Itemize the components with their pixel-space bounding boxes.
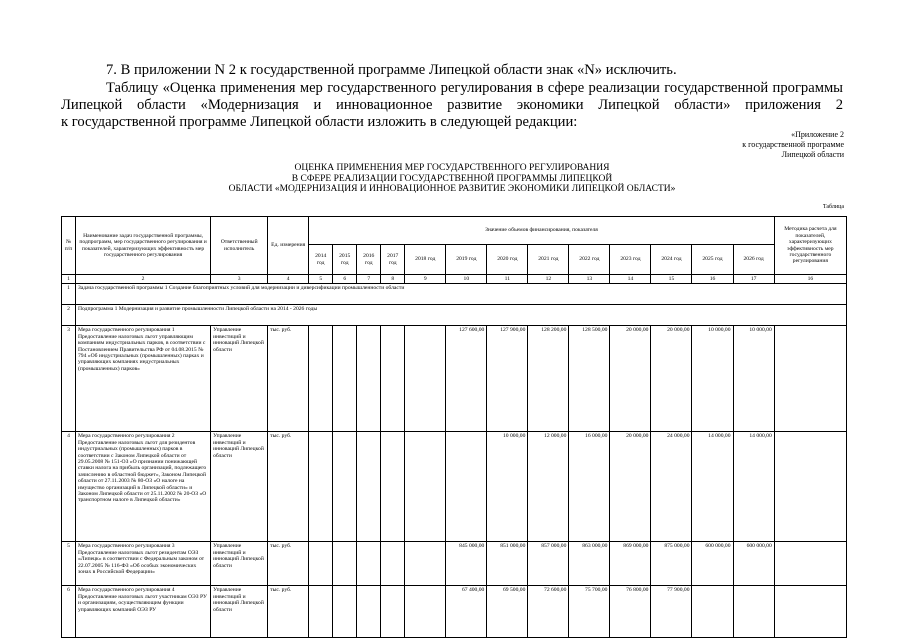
col-number: 12 bbox=[528, 275, 569, 284]
value-cell: 600 000,00 bbox=[692, 542, 733, 586]
col-number: 17 bbox=[733, 275, 774, 284]
header-unit: Ед. измерения bbox=[268, 217, 309, 275]
value-cell: 863 000,00 bbox=[569, 542, 610, 586]
title-line-2: В СФЕРЕ РЕАЛИЗАЦИИ ГОСУДАРСТВЕННОЙ ПРОГРАММЫ ЛИПЕЦКОЙ bbox=[291, 173, 613, 184]
value-cell: 875 000,00 bbox=[651, 542, 692, 586]
header-name: Наименование задач государственной программы, подпрограмм, мер государственного регулирования и показателей, характеризующих эффективность мер государственного регулирования bbox=[76, 217, 211, 275]
col-number: 9 bbox=[405, 275, 446, 284]
value-cell: 869 000,00 bbox=[610, 542, 651, 586]
executor-cell: Управление инвестиций и инноваций Липецкой области bbox=[211, 586, 268, 638]
col-number: 14 bbox=[610, 275, 651, 284]
table-body bbox=[62, 284, 847, 638]
method-cell bbox=[774, 432, 846, 542]
header-year: 2014 год bbox=[309, 245, 333, 275]
col-number: 7 bbox=[357, 275, 381, 284]
header-year: 2021 год bbox=[528, 245, 569, 275]
value-cell bbox=[333, 326, 357, 432]
value-cell: 600 000,00 bbox=[733, 542, 774, 586]
row-number-cell: 4 bbox=[62, 432, 76, 542]
value-cell bbox=[446, 432, 487, 542]
header-year: 2017 год bbox=[381, 245, 405, 275]
table-row bbox=[62, 542, 847, 586]
value-cell: 76 800,00 bbox=[610, 586, 651, 638]
appendix-line-3: Липецкой области bbox=[781, 150, 844, 159]
col-number: 8 bbox=[381, 275, 405, 284]
col-number: 13 bbox=[569, 275, 610, 284]
value-cell: 69 500,00 bbox=[487, 586, 528, 638]
row-number-cell: 1 bbox=[62, 284, 76, 305]
document-title bbox=[61, 163, 843, 195]
value-cell: 14 000,00 bbox=[692, 432, 733, 542]
value-cell: 72 600,00 bbox=[528, 586, 569, 638]
value-cell bbox=[309, 586, 333, 638]
regulation-table bbox=[61, 216, 847, 638]
header-year: 2022 год bbox=[569, 245, 610, 275]
section-row bbox=[62, 305, 847, 326]
col-number: 4 bbox=[268, 275, 309, 284]
title-line-1: ОЦЕНКА ПРИМЕНЕНИЯ МЕР ГОСУДАРСТВЕННОГО РЕГУЛИРОВАНИЯ bbox=[294, 163, 610, 173]
row-number-cell: 5 bbox=[62, 542, 76, 586]
col-number: 16 bbox=[774, 275, 846, 284]
col-number: 1 bbox=[62, 275, 76, 284]
header-row-1 bbox=[62, 217, 847, 245]
paragraph-table-change: Таблицу «Оценка применения мер государственного регулирования в сфере реализации государственной программы Липецкой области «Модернизация и инновационное развитие экономики Липецкой области» приложения 2 bbox=[61, 80, 843, 113]
appendix-line-2: к государственной программе bbox=[742, 140, 844, 149]
value-cell: 127 600,00 bbox=[446, 326, 487, 432]
col-number: 2 bbox=[76, 275, 211, 284]
row-number-cell: 6 bbox=[62, 586, 76, 638]
table-row bbox=[62, 432, 847, 542]
value-cell bbox=[333, 542, 357, 586]
col-number: 5 bbox=[309, 275, 333, 284]
measure-name-cell: Мера государственного регулирования 1 Предоставление налоговых льгот управляющим компаниям индустриальных парков, в соответствии с Постановлением Правительства РФ от 04.08.2015 № 794 «Об индустриальных (промышленных) парках и управляющих компаниях индустриальных (промышленных) парков» bbox=[76, 326, 211, 432]
value-cell bbox=[405, 586, 446, 638]
value-cell: 12 000,00 bbox=[528, 432, 569, 542]
value-cell bbox=[357, 586, 381, 638]
table-label: Таблица bbox=[822, 204, 844, 210]
title-line-3: ОБЛАСТИ «МОДЕРНИЗАЦИЯ И ИННОВАЦИОННОЕ РАЗВИТИЕ ЭКОНОМИКИ ЛИПЕЦКОЙ ОБЛАСТИ» bbox=[228, 184, 676, 194]
value-cell: 128 200,00 bbox=[528, 326, 569, 432]
unit-cell: тыс. руб. bbox=[268, 542, 309, 586]
col-number: 11 bbox=[487, 275, 528, 284]
header-num: № п/п bbox=[62, 217, 76, 275]
executor-cell: Управление инвестиций и инноваций Липецкой области bbox=[211, 432, 268, 542]
value-cell bbox=[733, 586, 774, 638]
value-cell: 845 000,00 bbox=[446, 542, 487, 586]
value-cell bbox=[381, 326, 405, 432]
value-cell: 10 000,00 bbox=[487, 432, 528, 542]
value-cell: 14 000,00 bbox=[733, 432, 774, 542]
value-cell bbox=[309, 432, 333, 542]
unit-cell: тыс. руб. bbox=[268, 432, 309, 542]
table-row bbox=[62, 326, 847, 432]
value-cell bbox=[309, 326, 333, 432]
header-executor: Ответственный исполнитель bbox=[211, 217, 268, 275]
value-cell: 10 000,00 bbox=[692, 326, 733, 432]
header-values-group: Значение объемов финансирования, показателя bbox=[309, 217, 775, 245]
header-year: 2024 год bbox=[651, 245, 692, 275]
value-cell bbox=[405, 326, 446, 432]
row-number-cell: 2 bbox=[62, 305, 76, 326]
header-year: 2019 год bbox=[446, 245, 487, 275]
value-cell: 128 500,00 bbox=[569, 326, 610, 432]
value-cell bbox=[381, 542, 405, 586]
executor-cell: Управление инвестиций и инноваций Липецкой области bbox=[211, 326, 268, 432]
col-number: 10 bbox=[446, 275, 487, 284]
col-number: 16 bbox=[692, 275, 733, 284]
measure-name-cell: Мера государственного регулирования 3 Предоставление налоговых льгот резидентам ОЭЗ «Липецк» в соответствии с Федеральным законом от 22.07.2005 № 116-ФЗ «Об особых экономических зонах в Российской Федерации» bbox=[76, 542, 211, 586]
section-title-cell: Задача государственной программы 1 Создание благоприятных условий для модернизации и диверсификации промышленности области bbox=[76, 284, 847, 305]
col-number: 6 bbox=[333, 275, 357, 284]
value-cell: 127 900,00 bbox=[487, 326, 528, 432]
header-year: 2026 год bbox=[733, 245, 774, 275]
method-cell bbox=[774, 586, 846, 638]
paragraph-table-change-end: к государственной программе Липецкой области изложить в следующей редакции: bbox=[61, 114, 578, 130]
header-year: 2025 год bbox=[692, 245, 733, 275]
section-row bbox=[62, 284, 847, 305]
value-cell: 20 000,00 bbox=[610, 432, 651, 542]
value-cell: 20 000,00 bbox=[651, 326, 692, 432]
col-number: 15 bbox=[651, 275, 692, 284]
paragraph-item-7: 7. В приложении N 2 к государственной программе Липецкой области знак «N» исключить. bbox=[106, 62, 677, 78]
value-cell bbox=[692, 586, 733, 638]
value-cell: 67 400,00 bbox=[446, 586, 487, 638]
header-year: 2015 год bbox=[333, 245, 357, 275]
header-year: 2016 год bbox=[357, 245, 381, 275]
appendix-line-1: «Приложение 2 bbox=[791, 130, 844, 139]
table-row bbox=[62, 586, 847, 638]
value-cell bbox=[381, 586, 405, 638]
header-method: Методика расчета для показателей, характеризующих эффективность мер государственного регулирования bbox=[774, 217, 846, 275]
value-cell: 20 000,00 bbox=[610, 326, 651, 432]
method-cell bbox=[774, 326, 846, 432]
header-year: 2020 год bbox=[487, 245, 528, 275]
value-cell bbox=[357, 432, 381, 542]
unit-cell: тыс. руб. bbox=[268, 326, 309, 432]
value-cell: 851 000,00 bbox=[487, 542, 528, 586]
column-number-row bbox=[62, 275, 847, 284]
value-cell: 75 700,00 bbox=[569, 586, 610, 638]
value-cell: 10 000,00 bbox=[733, 326, 774, 432]
value-cell bbox=[357, 326, 381, 432]
appendix-reference bbox=[742, 130, 844, 160]
method-cell bbox=[774, 542, 846, 586]
value-cell bbox=[357, 542, 381, 586]
value-cell: 857 000,00 bbox=[528, 542, 569, 586]
value-cell bbox=[309, 542, 333, 586]
unit-cell: тыс. руб. bbox=[268, 586, 309, 638]
row-number-cell: 3 bbox=[62, 326, 76, 432]
value-cell bbox=[405, 432, 446, 542]
col-number: 3 bbox=[211, 275, 268, 284]
value-cell: 16 000,00 bbox=[569, 432, 610, 542]
value-cell: 24 000,00 bbox=[651, 432, 692, 542]
section-title-cell: Подпрограмма 1 Модернизация и развитие промышленности Липецкой области на 2014 - 2026 годы bbox=[76, 305, 847, 326]
measure-name-cell: Мера государственного регулирования 4 Предоставление налоговых льгот участникам ОЭЗ РУ и организациям, осуществляющим функции управляющих компаний ОЭЗ РУ bbox=[76, 586, 211, 638]
value-cell bbox=[333, 586, 357, 638]
executor-cell: Управление инвестиций и инноваций Липецкой области bbox=[211, 542, 268, 586]
header-year: 2018 год bbox=[405, 245, 446, 275]
value-cell: 77 900,00 bbox=[651, 586, 692, 638]
value-cell bbox=[381, 432, 405, 542]
value-cell bbox=[405, 542, 446, 586]
measure-name-cell: Мера государственного регулирования 2 Предоставление налоговых льгот для резидентов индустриальных (промышленных) парков в соответствии с Законом Липецкой области от 29.05.2008 № 151-ОЗ «О признании понижающей ставки налога на прибыль организаций, подлежащего зачислению в областной бюджет», Законом Липецкой области от 27.11.2003 № 80-ОЗ «О налоге на имущество организаций в Липецкой области» и Законом Липецкой области от 25.11.2002 № 20-ОЗ «О транспортном налоге в Липецкой области» bbox=[76, 432, 211, 542]
value-cell bbox=[333, 432, 357, 542]
header-year: 2023 год bbox=[610, 245, 651, 275]
